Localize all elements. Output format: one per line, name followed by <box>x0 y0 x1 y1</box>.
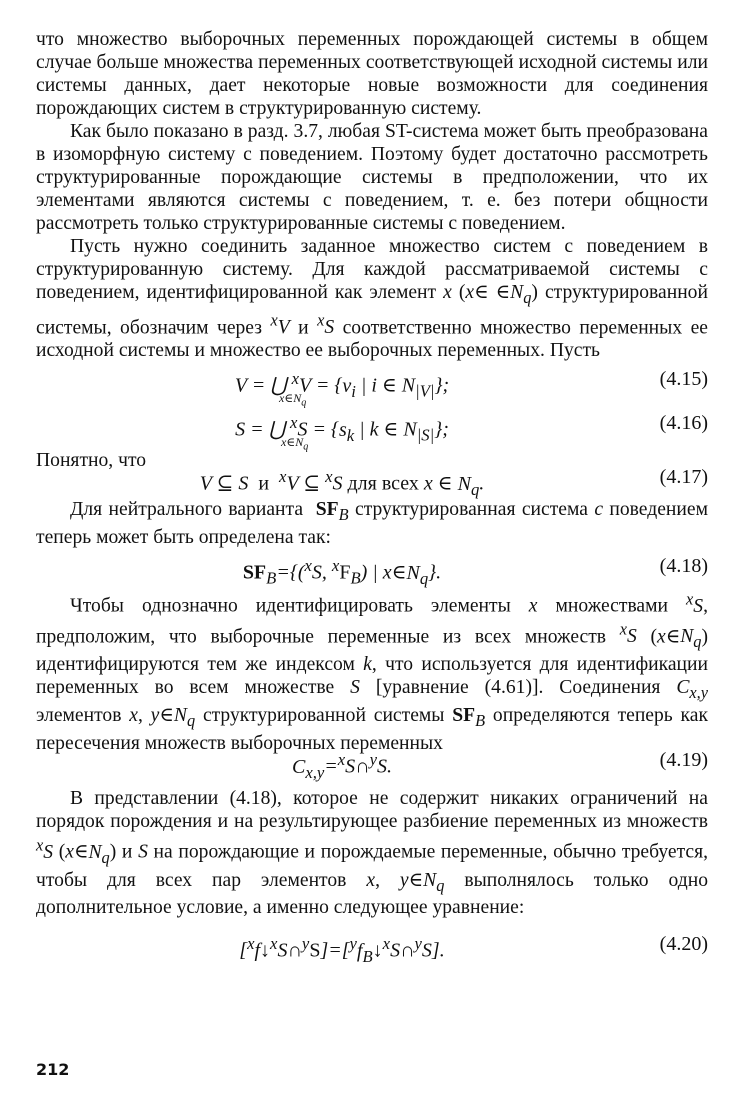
equation-4-18: $SF_B=\{(^xS$, $^xF_B$) | $x\in N_q$}. (4.18) <box>36 549 708 583</box>
equation-number: (4.15) <box>659 368 708 391</box>
paragraph-5: Чтобы однозначно идентифицировать элементы x множествами $^x$S, предположим, что выборочные переменные из всех множеств $^x$S $(x\in N_q)$ идентифицируются тем же индексом k, что используется для идентификации переменных во всем множестве S [уравнение (4.61)]. Соединения $C_{x,y}$ элементов x, $y\in N_q$ структурированной системы $SF_B$ определяются теперь как пересечения множеств выборочных переменных <box>36 589 708 755</box>
paragraph-2: Как было показано в разд. 3.7, любая ST-система может быть преобразована в изоморфную систему с поведением. Поэтому будет достаточно рассмотреть структурированные порождающие системы в предположении, что их элементами являются системы с поведением, т. е. без потери общности рассмотреть только структурированные системы с поведением. <box>36 121 708 234</box>
equation-number: (4.16) <box>659 412 708 435</box>
equation-number: (4.19) <box>659 749 708 772</box>
equation-4-20: $[^xf↓^xS\cap^yS]=[^yf_B↓^xS\cap^yS]$. (4.20) <box>36 927 708 961</box>
inline-label: Понятно, что <box>36 450 147 472</box>
page-number: 212 <box>36 1060 70 1079</box>
equation-number: (4.17) <box>659 466 708 489</box>
paragraph-3: Пусть нужно соединить заданное множество систем с поведением в структурированную систему. Для каждой рассматриваемой системы с поведением, идентифицированной как элемент x (x∈ $\in N_q$) структурированной системы, обозначим через $^x$V и $^x$S соответственно множество переменных ее исходной системы и множество ее выборочных переменных. Пусть <box>36 236 708 362</box>
paragraph-6: В представлении (4.18), которое не содержит никаких ограничений на порядок порождения и на результирующее разбиение переменных из множеств $^x$S $(x\in N_q)$ и S на порождающие и порождаемые переменные, обычно требуется, чтобы для всех пар элементов x, $y\in N_q$ выполнялось только одно дополнительное условие, а именно следующее уравнение: <box>36 788 709 919</box>
equation-number: (4.20) <box>659 933 708 956</box>
equation-4-15: V = ⋃ $^xV = \{v_i$ | i ∈ $N_{|V|}$}; $x\in N_q$ (4.15) <box>36 362 708 406</box>
equation-4-17: Понятно, что V ⊆ S и $^x$V ⊆ $^x$S для всех x ∈ $N_q$. (4.17) <box>36 450 708 494</box>
paragraph-4: Для нейтрального варианта $SF_B$ структурированная система с поведением теперь может быть определена так: <box>36 499 708 549</box>
equation-4-19: $C_{x,y}=^xS\cap^yS$. (4.19) <box>36 743 708 777</box>
paragraph-1: что множество выборочных переменных порождающей системы в общем случае больше множества переменных соответствующей исходной системы или системы данных, дает некоторые новые возможности для соединения порождающих систем в структурированную систему. <box>36 29 708 119</box>
equation-number: (4.18) <box>659 555 708 578</box>
equation-4-16: S = ⋃ $^xS = \{s_k$ | k ∈ $N_{|S|}$}; $x\in N_q$ (4.16) <box>36 406 708 450</box>
